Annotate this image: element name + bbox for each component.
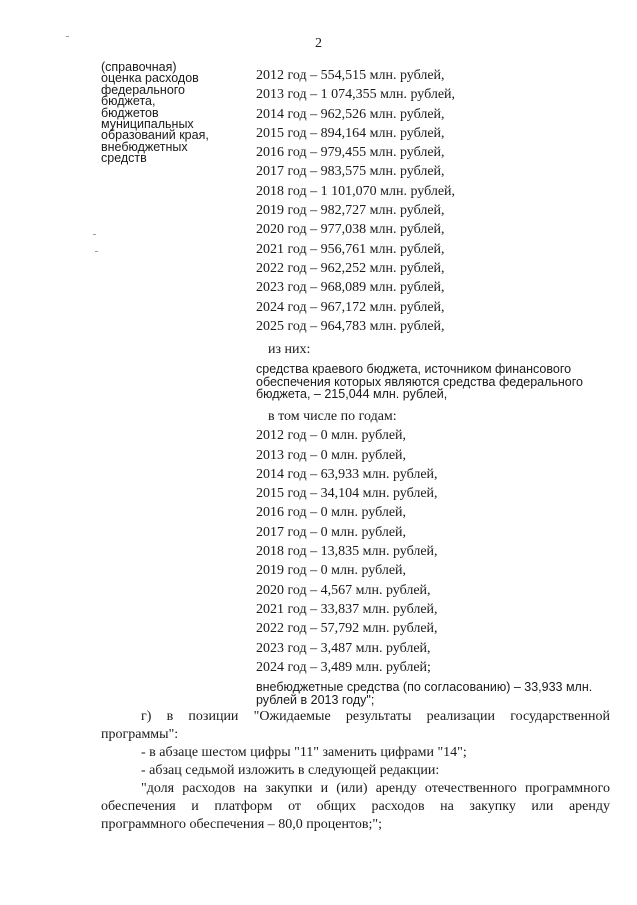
federal-sources-block bbox=[256, 363, 626, 401]
budget-label-line: средств bbox=[101, 151, 147, 166]
budget-label-line: бюджета, bbox=[101, 94, 156, 109]
bullet-line: - абзац седьмой изложить в следующей редакции: bbox=[141, 763, 440, 778]
federal-year-line: 2015 год – 34,104 млн. рублей, bbox=[256, 486, 438, 502]
amendment-text bbox=[101, 708, 610, 834]
of-which-label: из них: bbox=[268, 342, 311, 358]
item-g-line: программы": bbox=[101, 727, 179, 742]
federal-year-line: 2016 год – 0 млн. рублей, bbox=[256, 505, 407, 521]
total-year-line: 2019 год – 982,727 млн. рублей, bbox=[256, 203, 445, 219]
scan-speck bbox=[93, 234, 96, 235]
extrabudgetary-line: рублей в 2013 году"; bbox=[256, 692, 375, 707]
budget-label-line: образований края, bbox=[101, 128, 209, 143]
federal-year-line: 2024 год – 3,489 млн. рублей; bbox=[256, 659, 431, 675]
federal-year-line: 2012 год – 0 млн. рублей, bbox=[256, 428, 407, 444]
total-year-line: 2018 год – 1 101,070 млн. рублей, bbox=[256, 183, 456, 199]
total-year-line: 2025 год – 964,783 млн. рублей, bbox=[256, 318, 445, 334]
federal-sources-line: обеспечения которых являются средства федерального bbox=[256, 374, 583, 389]
federal-year-line: 2022 год – 57,792 млн. рублей, bbox=[256, 621, 438, 637]
extrabudgetary-block bbox=[256, 681, 626, 706]
total-year-line: 2023 год – 968,089 млн. рублей, bbox=[256, 280, 445, 296]
budget-label-line: (справочная) bbox=[101, 60, 177, 74]
quote-line: "доля расходов на закупки и (или) аренду отечественного программного bbox=[141, 781, 610, 796]
total-year-line: 2013 год – 1 074,355 млн. рублей, bbox=[256, 87, 456, 103]
federal-year-line: 2019 год – 0 млн. рублей, bbox=[256, 563, 407, 579]
budget-label-line: федерального bbox=[101, 82, 186, 97]
budget-label-line: бюджетов bbox=[101, 105, 159, 120]
total-year-line: 2022 год – 962,252 млн. рублей, bbox=[256, 260, 445, 276]
budget-values-column bbox=[256, 66, 626, 706]
total-year-line: 2014 год – 962,526 млн. рублей, bbox=[256, 106, 445, 122]
total-year-line: 2016 год – 979,455 млн. рублей, bbox=[256, 145, 445, 161]
federal-year-line: 2017 год – 0 млн. рублей, bbox=[256, 524, 407, 540]
quote-line: обеспечения и платформ от общих расходов на закупку или аренду bbox=[101, 799, 610, 814]
budget-label bbox=[101, 62, 251, 165]
extrabudgetary-line: внебюджетные средства (по согласованию) – 33,933 млн. bbox=[256, 680, 593, 695]
federal-year-line: 2023 год – 3,487 млн. рублей, bbox=[256, 640, 431, 656]
federal-year-line: 2018 год – 13,835 млн. рублей, bbox=[256, 544, 438, 560]
total-year-line: 2020 год – 977,038 млн. рублей, bbox=[256, 222, 445, 238]
total-year-line: 2017 год – 983,575 млн. рублей, bbox=[256, 164, 445, 180]
federal-sources-line: бюджета, – 215,044 млн. рублей, bbox=[256, 387, 448, 402]
federal-sources-line: средства краевого бюджета, источником финансового bbox=[256, 362, 572, 377]
federal-year-line: 2021 год – 33,837 млн. рублей, bbox=[256, 601, 438, 617]
total-year-line: 2021 год – 956,761 млн. рублей, bbox=[256, 241, 445, 257]
federal-year-line: 2014 год – 63,933 млн. рублей, bbox=[256, 466, 438, 482]
by-years-label: в том числе по годам: bbox=[268, 408, 397, 424]
quote-line: программного обеспечения – 80,0 процентов;"; bbox=[101, 817, 383, 832]
total-year-line: 2012 год – 554,515 млн. рублей, bbox=[256, 68, 445, 83]
budget-label-line: муниципальных bbox=[101, 117, 194, 132]
page-number: 2 bbox=[315, 36, 322, 51]
federal-year-line: 2013 год – 0 млн. рублей, bbox=[256, 447, 407, 463]
budget-label-line: оценка расходов bbox=[101, 71, 199, 86]
item-g-line: г) в позиции "Ожидаемые результаты реализации государственной bbox=[141, 709, 610, 724]
total-year-line: 2015 год – 894,164 млн. рублей, bbox=[256, 125, 445, 141]
bullet-line: - в абзаце шестом цифры "11" заменить цифрами "14"; bbox=[141, 745, 467, 760]
total-year-line: 2024 год – 967,172 млн. рублей, bbox=[256, 299, 445, 315]
federal-year-line: 2020 год – 4,567 млн. рублей, bbox=[256, 582, 431, 598]
budget-label-line: внебюджетных bbox=[101, 139, 188, 154]
scan-speck bbox=[95, 251, 98, 252]
